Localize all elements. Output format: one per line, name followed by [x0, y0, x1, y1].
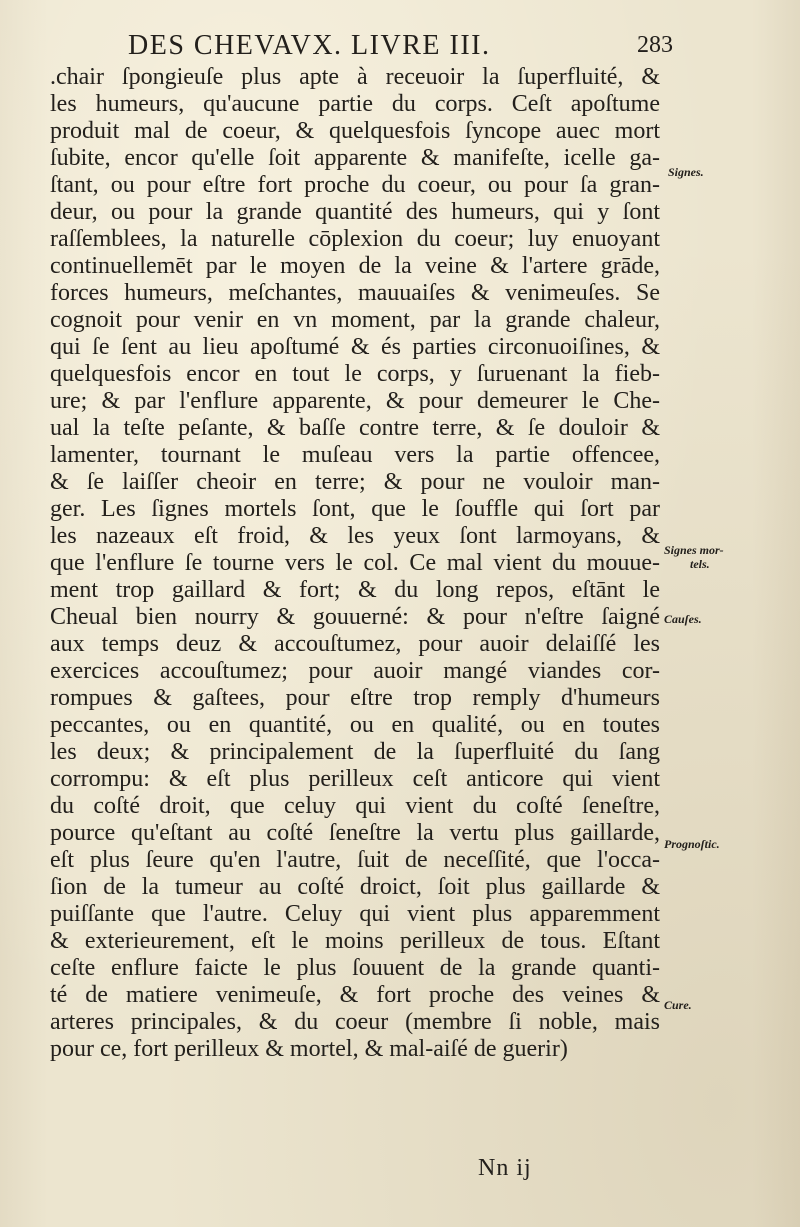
- text-line: forces humeurs, meſchantes, mauuaiſes & venimeuſes. Se: [50, 280, 660, 306]
- text-line: ſubite, encor qu'elle ſoit apparente & manifeſte, icelle ga-: [50, 145, 660, 171]
- text-line: arteres principales, & du coeur (membre ſi noble, mais: [50, 1009, 660, 1035]
- text-line: exercices accouſtumez; pour auoir mangé viandes cor-: [50, 658, 660, 684]
- text-line: corrompu: & eſt plus perilleux ceſt anticore qui vient: [50, 766, 660, 792]
- text-line: eſt plus ſeure qu'en l'autre, ſuit de neceſſité, que l'occa-: [50, 847, 660, 873]
- text-line: puiſſante que l'autre. Celuy qui vient plus apparemment: [50, 901, 660, 927]
- text-line: peccantes, ou en quantité, ou en qualité, ou en toutes: [50, 712, 660, 738]
- text-line: Cheual bien nourry & gouuerné: & pour n'eſtre ſaigné: [50, 604, 660, 630]
- text-line: raſſemblees, la naturelle cōplexion du coeur; luy enuoyant: [50, 226, 660, 252]
- text-line: ure; & par l'enflure apparente, & pour demeurer le Che-: [50, 388, 660, 414]
- text-line: les deux; & principalement de la ſuperfluité du ſang: [50, 739, 660, 765]
- text-line: que l'enflure ſe tourne vers le col. Ce mal vient du mouue-: [50, 550, 660, 576]
- text-line: continuellemēt par le moyen de la veine & l'artere grāde,: [50, 253, 660, 279]
- text-line: ment trop gaillard & fort; & du long repos, eſtānt le: [50, 577, 660, 603]
- text-line: & exterieurement, eſt le moins perilleux de tous. Eſtant: [50, 928, 660, 954]
- text-line: les nazeaux eſt froid, & les yeux ſont larmoyans, &: [50, 523, 660, 549]
- text-line: ſtant, ou pour eſtre fort proche du coeur, ou pour ſa gran-: [50, 172, 660, 198]
- text-line: .chair ſpongieuſe plus apte à receuoir la ſuperfluité, &: [50, 64, 660, 90]
- text-line: & ſe laiſſer cheoir en terre; & pour ne vouloir man-: [50, 469, 660, 495]
- text-line: lamenter, tournant le muſeau vers la partie offencee,: [50, 442, 660, 468]
- text-line: pource qu'eſtant au coſté ſeneſtre la vertu plus gaillarde,: [50, 820, 660, 846]
- body-text: [50, 64, 660, 1063]
- text-line: quelquesfois encor en tout le corps, y ſuruenant la fieb-: [50, 361, 660, 387]
- margin-note-signes-mortels: Signes mor-: [664, 543, 724, 557]
- text-line: aux temps deuz & accouſtumez, pour auoir delaiſſé les: [50, 631, 660, 657]
- text-line: les humeurs, qu'aucune partie du corps. Ceſt apoſtume: [50, 91, 660, 117]
- page-number: 283: [637, 32, 673, 58]
- text-line: qui ſe ſent au lieu apoſtumé & és parties circonuoiſines, &: [50, 334, 660, 360]
- margin-note-signes: Signes.: [668, 165, 704, 179]
- text-line: ger. Les ſignes mortels ſont, que le ſouffle qui ſort par: [50, 496, 660, 522]
- text-line: deur, ou pour la grande quantité des humeurs, qui y ſont: [50, 199, 660, 225]
- margin-note-prognostic: Prognoſtic.: [664, 837, 720, 851]
- text-line: ſion de la tumeur au coſté droict, ſoit plus gaillarde &: [50, 874, 660, 900]
- text-line: ual la teſte peſante, & baſſe contre terre, & ſe douloir &: [50, 415, 660, 441]
- margin-note-causes: Cauſes.: [664, 612, 702, 626]
- text-line: ceſte enflure faicte le plus ſouuent de la grande quanti-: [50, 955, 660, 981]
- margin-note-signes-mortels-cont: tels.: [690, 557, 710, 571]
- text-line: rompues & gaſtees, pour eſtre trop remply d'humeurs: [50, 685, 660, 711]
- signature-mark: Nn ij: [478, 1155, 532, 1181]
- text-line: cognoit pour venir en vn moment, par la grande chaleur,: [50, 307, 660, 333]
- text-line: du coſté droit, que celuy qui vient du coſté ſeneſtre,: [50, 793, 660, 819]
- text-line: pour ce, fort perilleux & mortel, & mal-aiſé de guerir): [50, 1036, 568, 1062]
- running-title: DES CHEVAVX. LIVRE III.: [128, 30, 491, 61]
- text-line: té de matiere venimeuſe, & fort proche des veines &: [50, 982, 660, 1008]
- text-line: produit mal de coeur, & quelquesfois ſyncope auec mort: [50, 118, 660, 144]
- margin-note-cure: Cure.: [664, 998, 692, 1012]
